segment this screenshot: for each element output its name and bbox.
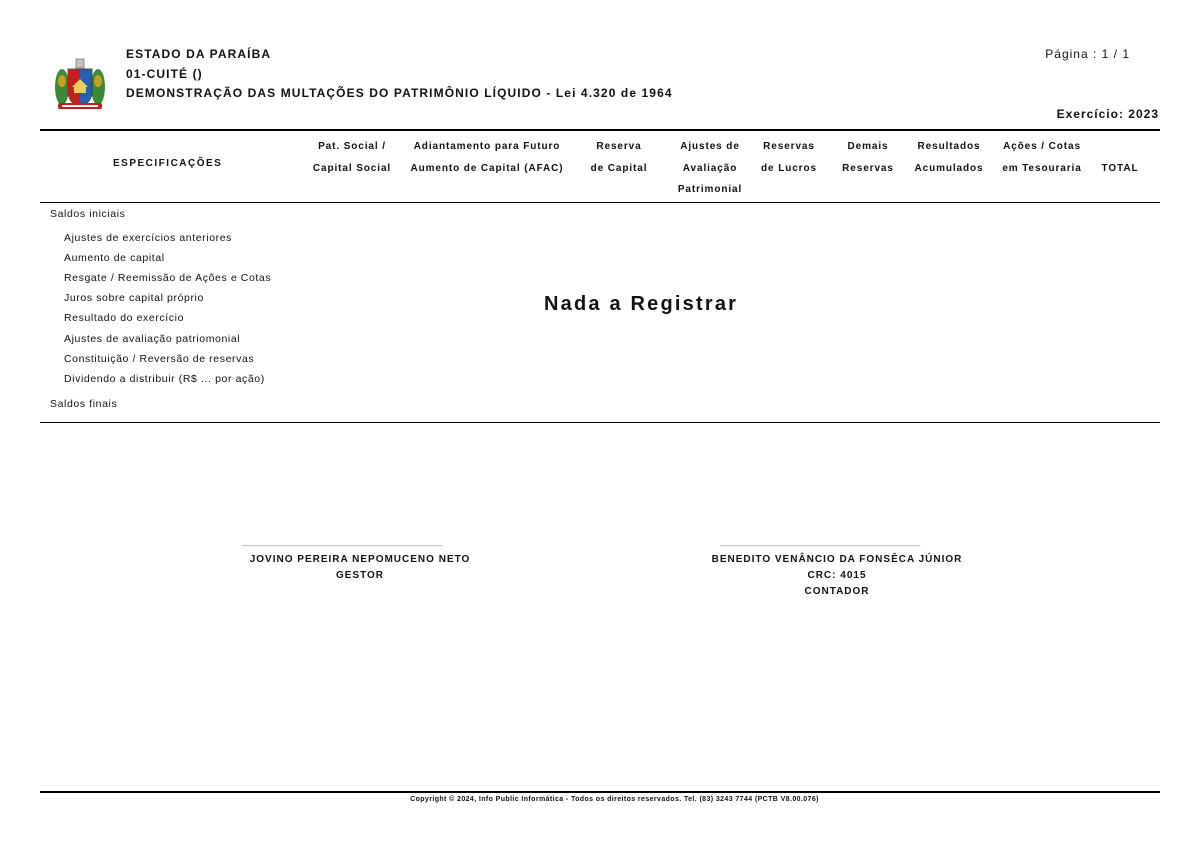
top-divider xyxy=(40,129,1160,131)
row-label: Resultado do exercício xyxy=(64,312,185,324)
entity-name: 01-CUITÉ () xyxy=(126,67,203,81)
column-header-ajustes-avaliacao: Ajustes de Avaliação Patrimonial xyxy=(677,141,743,195)
row-label-saldos-iniciais: Saldos iniciais xyxy=(50,208,126,220)
row-label: Ajustes de exercícios anteriores xyxy=(64,232,233,244)
row-label-saldos-finais: Saldos finais xyxy=(50,398,118,410)
column-header-reservas-lucros: Reservas de Lucros xyxy=(761,141,817,174)
column-header-capital-social: Pat. Social / Capital Social xyxy=(312,141,392,174)
signatory-role: CONTADOR xyxy=(804,586,870,597)
row-label: Dividendo a distribuir (R$ ... por ação) xyxy=(64,373,265,385)
signatory-role: GESTOR xyxy=(335,570,385,581)
report-title: DEMONSTRAÇÃO DAS MULTAÇÕES DO PATRIMÔNIO LÍQUIDO - Lei 4.320 de 1964 xyxy=(126,86,673,100)
signature-left xyxy=(240,552,480,584)
header-divider xyxy=(40,202,1160,203)
column-header-afac: Adiantamento para Futuro Aumento de Capital (AFAC) xyxy=(410,141,564,174)
row-label: Resgate / Reemissão de Ações e Cotas xyxy=(64,272,272,284)
state-name: ESTADO DA PARAÍBA xyxy=(126,47,272,61)
signature-line-left: ____________________________________ xyxy=(242,536,443,547)
signatory-name: JOVINO PEREIRA NEPOMUCENO NETO xyxy=(249,554,471,565)
signature-line-right: ____________________________________ xyxy=(720,536,921,547)
row-label: Ajustes de avaliação patriomonial xyxy=(64,333,241,345)
column-header-reserva-capital: Reserva de Capital xyxy=(590,141,648,174)
body-divider xyxy=(40,422,1160,423)
footer-divider xyxy=(40,791,1160,793)
column-header-total: TOTAL xyxy=(1101,162,1139,174)
empty-message: Nada a Registrar xyxy=(544,293,739,315)
row-label: Constituição / Reversão de reservas xyxy=(64,353,255,365)
coat-of-arms-logo xyxy=(52,57,108,113)
exercise-year: Exercício: 2023 xyxy=(1056,107,1159,121)
column-header-acoes-cotas: Ações / Cotas em Tesouraria xyxy=(1002,141,1082,174)
row-label: Aumento de capital xyxy=(64,252,165,264)
signatory-name: BENEDITO VENÂNCIO DA FONSÊCA JÚNIOR xyxy=(711,554,963,565)
signatory-crc: CRC: 4015 xyxy=(807,570,867,581)
signature-right xyxy=(694,552,980,600)
column-header-resultados-acumulados: Resultados Acumulados xyxy=(914,141,984,174)
column-header-specifications: ESPECIFICAÇÕES xyxy=(113,158,223,169)
row-label: Juros sobre capital próprio xyxy=(64,292,204,304)
page-number: Página : 1 / 1 xyxy=(1045,47,1130,61)
column-header-demais-reservas: Demais Reservas xyxy=(842,141,894,174)
copyright-notice: Copyright © 2024, Info Public Informática - Todos os direitos reservados. Tel. (83) 3243 7744 (PCTB V8.00.076) xyxy=(410,796,819,803)
